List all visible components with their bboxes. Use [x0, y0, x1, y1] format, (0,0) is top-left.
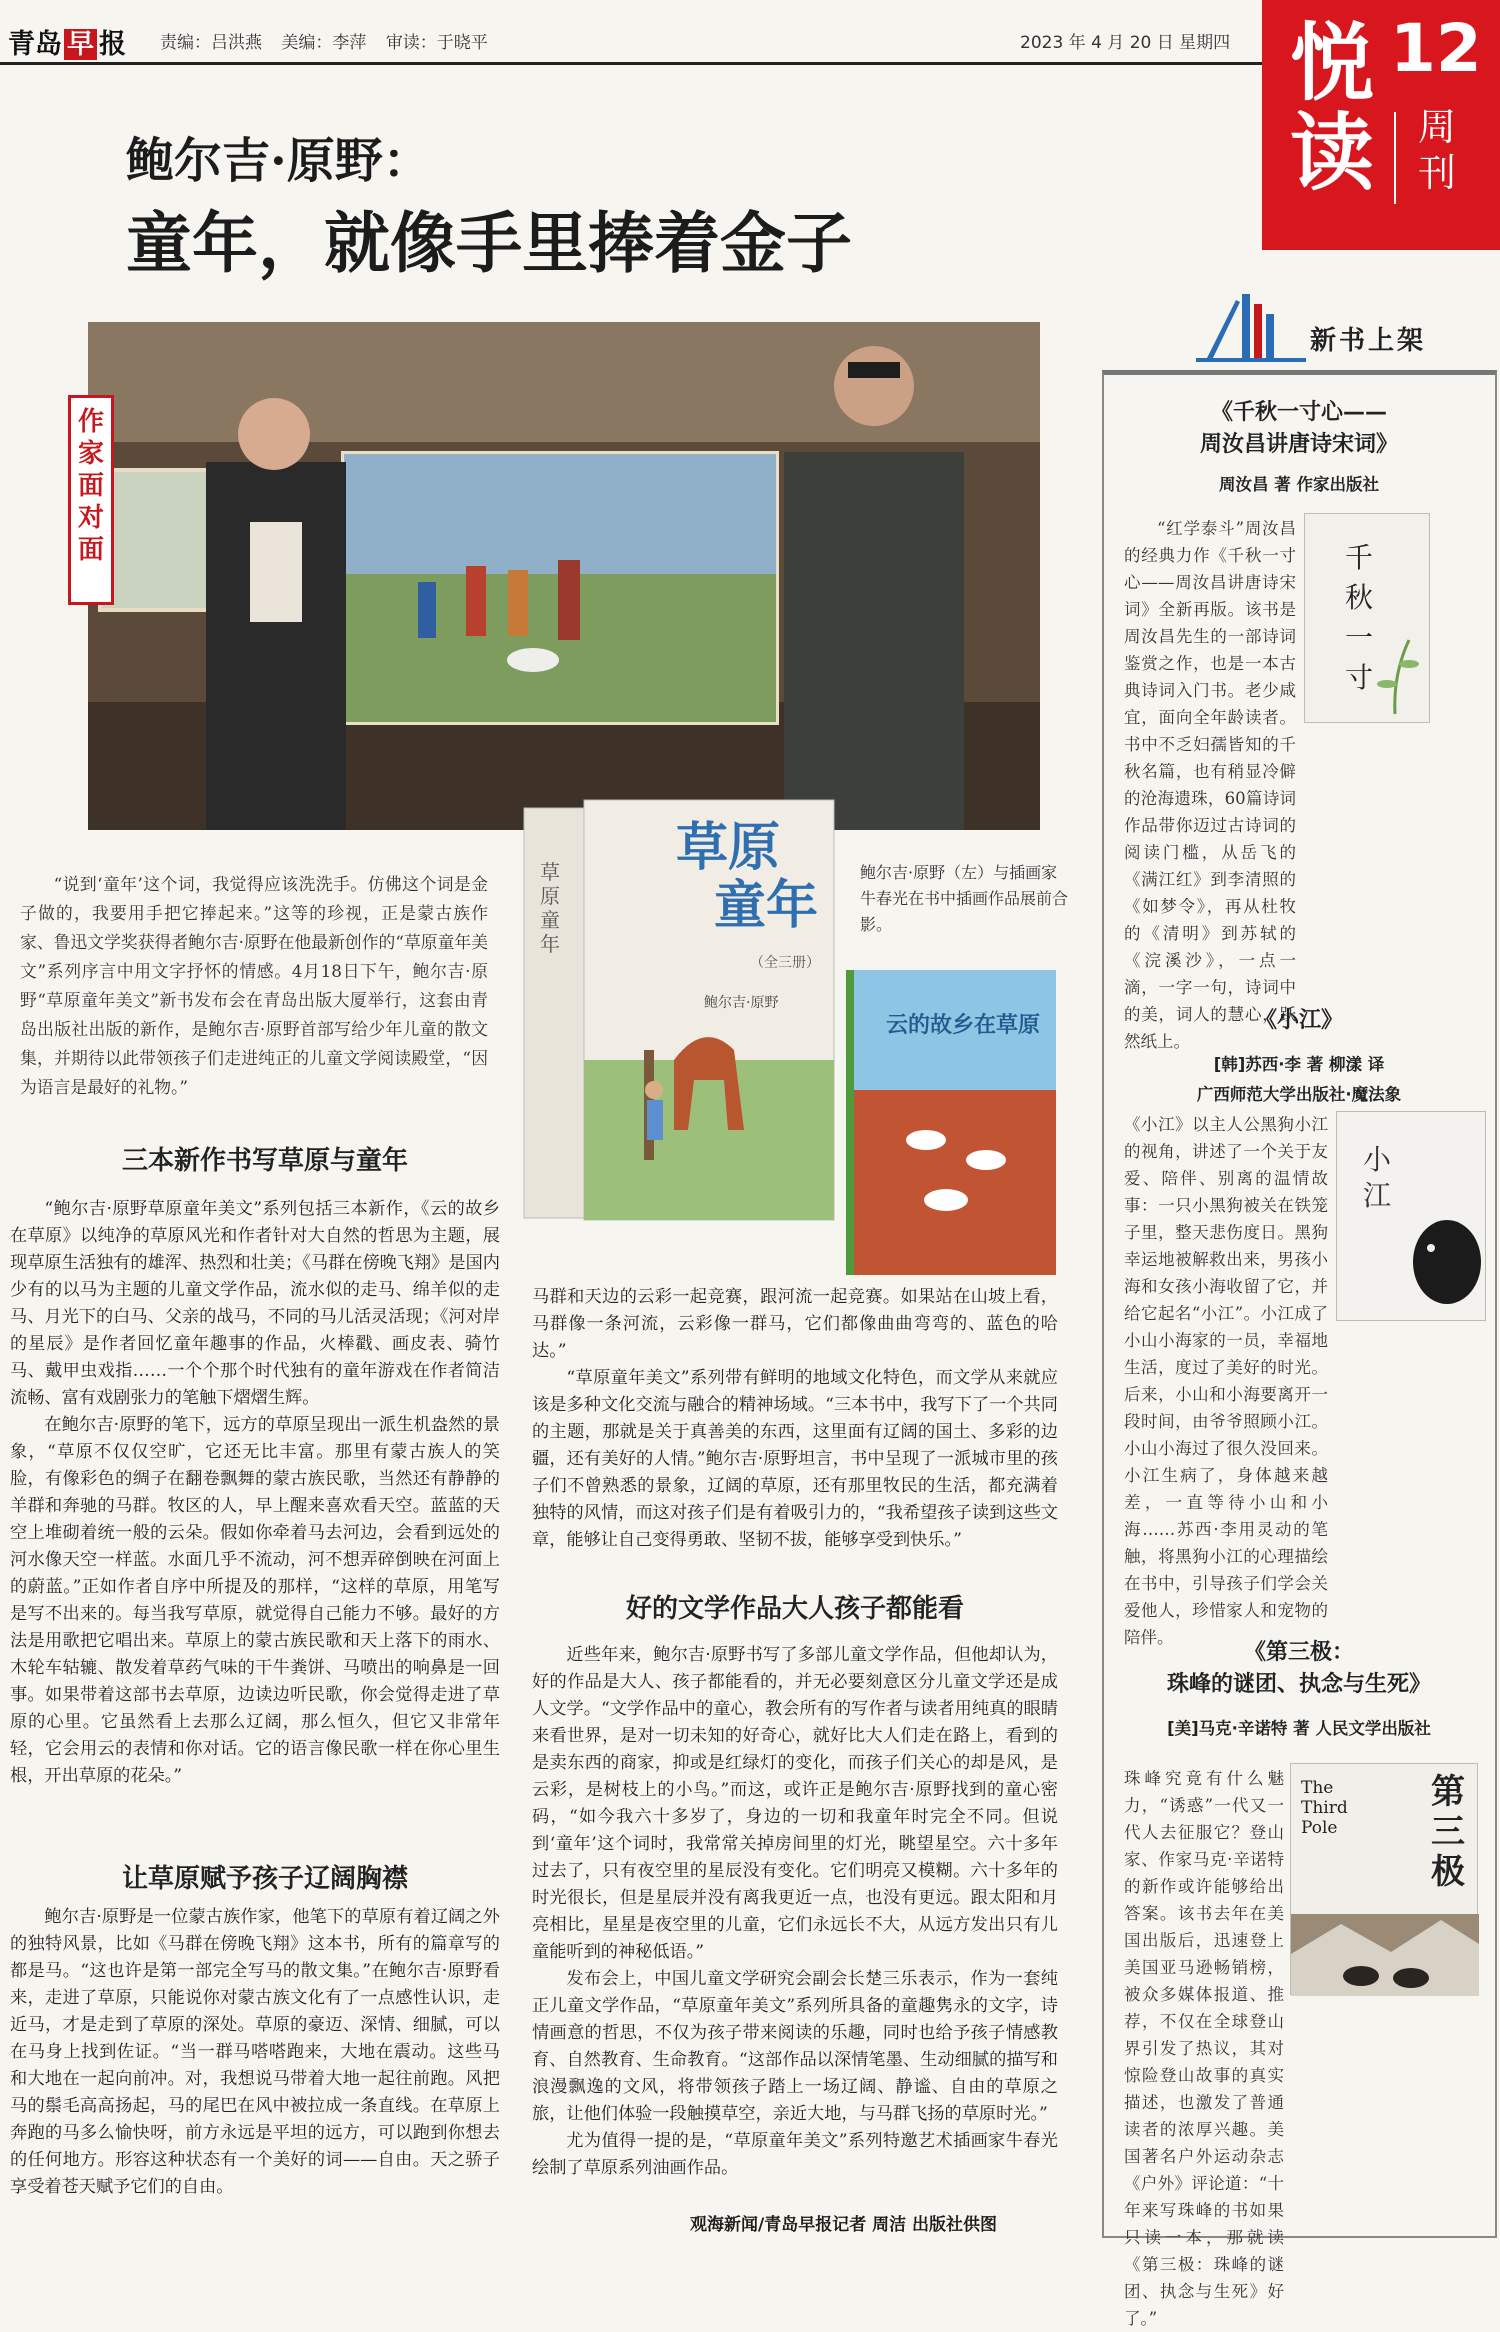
- book1-meta: 周汝昌 著 作家出版社: [1219, 475, 1379, 494]
- book-cover-yun: [846, 970, 1056, 1275]
- section1-body: [10, 1196, 500, 1790]
- book3-cover-en: [1301, 1778, 1348, 1838]
- book2-cover-title: 小江: [1363, 1143, 1392, 1212]
- article-title-line1: 鲍尔吉·原野：: [126, 133, 431, 189]
- cover-en-word: The: [1301, 1778, 1334, 1798]
- article-byline: 观海新闻/青岛早报记者 周洁 出版社供图: [690, 2215, 998, 2235]
- book3-cover-title: 第三极: [1431, 1772, 1465, 1892]
- paragraph: 在鲍尔吉·原野的笔下，远方的草原呈现出一派生机盎然的景象，“草原不仅仅空旷，它还无比丰富。那里有蒙古族人的笑脸，有像彩色的绸子在翻卷飘舞的蒙古族民歌，当然还有静静的羊群和奔驰的马群。牧区的人，早上醒来喜欢看天空。蓝蓝的天空上堆砌着统一般的云朵。假如你牵着马去河边，会看到远处的河水像天空一样蓝。水面几乎不流动，河不想弄碎倒映在河面上的蔚蓝。”正如作者自序中所提及的那样，“这样的草原，用笔写是写不出来的。每当我写草原，就觉得自己能力不够。最好的方法是用歌把它唱出来。草原上的蒙古族民歌和天上落下的雨水、木轮车轱辘、散发着草药气味的干牛粪饼、马喷出的响鼻是一回事。如果带着这部书去草原，边读边听民歌，你会觉得走进了草原的心里。它虽然看上去那么辽阔，那么恒久，但它又非常年轻，它会用云的表情和你对话。它的语言像民歌一样在你心里生根，开出草原的花朵。”: [10, 1415, 500, 1786]
- section2-body: [10, 1904, 500, 2201]
- book-title-line1: 草原: [676, 817, 781, 878]
- paragraph: 马群和天边的云彩一起竞赛，跟河流一起竞赛。如果站在山坡上看，马群像一条河流，云彩像一群马，它们都像曲曲弯弯的、蓝色的哈达。”: [532, 1287, 1058, 1361]
- cover-en-word: Third: [1301, 1798, 1348, 1818]
- book3-cover: [1290, 1763, 1478, 1995]
- article-intro: “说到‘童年’这个词，我觉得应该洗洗手。仿佛这个词是金子做的，我要用手把它捧起来。”这等的珍视，正是蒙古族作家、鲁迅文学奖获得者鲍尔吉·原野在他最新创作的“草原童年美文”系列序言中用文字抒怀的情感。4月18日下午，鲍尔吉·原野“草原童年美文”新书发布会在青岛出版大厦举行，这套由青岛出版社出版的新作，是鲍尔吉·原野首部写给少年儿童的散文集，并期待以此带领孩子们走进纯正的儿童文学阅读殿堂，“因为语言是最好的礼物。”: [20, 874, 488, 1097]
- editorial-credits: [160, 28, 502, 53]
- paragraph: 鲍尔吉·原野是一位蒙古族作家，他笔下的草原有着辽阔之外的独特风景，比如《马群在傍晚飞翔》这本书，所有的篇章写的都是马。“这也许是第一部完全写马的散文集。”在鲍尔吉·原野看来，走进了草原，只能说你对蒙古族文化有了一点感性认识，走近马，才是走到了草原的深处。草原的豪迈、深情、细腻，可以在马身上找到佐证。“当一群马嗒嗒跑来，大地在震动。这些马和大地在一起向前冲。对，我想说马带着大地一起往前跑。风把马的鬃毛高高扬起，马的尾巴在风中被拉成一条直线。在草原上奔跑的马多么愉快呀，前方永远是平坦的远方，可以跑到你想去的任何地方。形容这种状态有一个美好的词——自由。天之骄子享受着苍天赋予它们的自由。: [10, 1907, 500, 2197]
- book2-cover: [1336, 1111, 1486, 1321]
- section-banner: [1262, 0, 1500, 250]
- reviewer-credit: 审读：于晓平: [385, 33, 488, 53]
- paragraph: 尤为值得一提的是，“草原童年美文”系列特邀艺术插画家牛春光绘制了草原系列油画作品。: [532, 2131, 1058, 2178]
- book1-text: “红学泰斗”周汝昌的经典力作《千秋一寸心——周汝昌讲唐诗宋词》全新再版。该书是周汝昌先生的一部诗词鉴赏之作，也是一本古典诗词入门书。老少咸宜，面向全年龄读者。书中不乏妇孺皆知的千秋名篇，也有稍显冷僻的沧海遗珠，60篇诗词作品带你迈过古诗词的阅读门槛，从岳飞的《满江红》到李清照的《如梦令》，再从杜牧的《清明》到苏轼的《浣溪沙》，一点一滴，一字一句，诗词中的美，词人的慧心，跃然纸上。: [1124, 519, 1296, 1051]
- designer-credit: 美编：李萍: [281, 33, 367, 53]
- paragraph: “草原童年美文”系列带有鲜明的地域文化特色，而文学从来就应该是多种文化交流与融合的精神场域。“三本书中，我写下了一个共同的主题，那就是关于真善美的东西，这里面有辽阔的国土、多彩的边疆，还有美好的人情。”鲍尔吉·原野坦言，书中呈现了一派城市里的孩子们不曾熟悉的景象，辽阔的草原，还有那里牧民的生活，都充满着独特的风情，而这对孩子们是有着吸引力的，“我希望孩子读到这些文章，能够让自己变得勇敢、坚韧不拔，能够享受到快乐。”: [532, 1368, 1058, 1550]
- new-books-heading: 新书上架: [1310, 326, 1427, 356]
- new-books-logo-icon: [1196, 290, 1306, 362]
- book-spine-title: 草原童年: [540, 860, 560, 956]
- book3-text: 珠峰究竟有什么魅力，“诱惑”一代又一代人去征服它？登山家、作家马克·辛诺特的新作或许能够给出答案。该书去年在美国出版后，迅速登上美国亚马逊畅销榜，被众多媒体报道、推荐，不仅在全球登山界引发了热议，其对惊险登山故事的真实描述，也激发了普通读者的浓厚兴趣。美国著名户外运动杂志《户外》评论道：“十年来写珠峰的书如果只读一本，那就读《第三极：珠峰的谜团、执念与生死》好了。”: [1124, 1769, 1284, 2328]
- event-photo: [88, 322, 1040, 830]
- section-subtitle: 周刊: [1418, 105, 1457, 195]
- book3-meta: [美]马克·辛诺特 著 人民文学出版社: [1167, 1719, 1431, 1738]
- book-author: 鲍尔吉·原野: [704, 995, 779, 1011]
- paragraph: 近些年来，鲍尔吉·原野书写了多部儿童文学作品，但他却认为，好的作品是大人、孩子都能看的，并无必要刻意区分儿童文学还是成人文学。“文学作品中的童心，教会所有的写作者与读者用纯真的眼睛来看世界，是对一切未知的好奇心，就好比大人们走在路上，看到的是卖东西的商家，抑或是红绿灯的变化，而孩子们关心的却是风，是云彩，是树枝上的小鸟。”而这，或许正是鲍尔吉·原野找到的童心密码，“如今我六十多岁了，身边的一切和我童年时完全不同。但说到‘童年’这个词时，我常常关掉房间里的灯光，眺望星空。六十多年过去了，只有夜空里的星辰没有变化。它们明亮又模糊。六十多年的时光很长，但是星辰并没有离我更近一点，也没有更远。跟太阳和月亮相比，星星是夜空里的儿童，它们永远长不大，从远方发出只有儿童能听到的神秘低语。”: [532, 1645, 1058, 1962]
- cover-en-word: Pole: [1301, 1818, 1338, 1838]
- book3-title-line1: 《第三极：: [1243, 1640, 1354, 1665]
- issue-date: 2023 年 4 月 20 日 星期四: [1020, 33, 1231, 53]
- book1-title-line2: 周汝昌讲唐诗宋词》: [1199, 432, 1398, 457]
- subheading-3: 好的文学作品大人孩子都能看: [625, 1594, 964, 1624]
- subheading-2: 让草原赋予孩子辽阔胸襟: [121, 1864, 408, 1894]
- photo-caption: 鲍尔吉·原野（左）与插画家牛春光在书中插画作品展前合影。: [860, 863, 1069, 934]
- subheading-1: 三本新作书写草原与童年: [121, 1146, 408, 1176]
- book1-text-continued: [1124, 731, 1478, 976]
- book2-title: 《小江》: [1254, 1008, 1343, 1033]
- book1-text-overflow: [1124, 515, 1478, 731]
- book2-text: 《小江》以主人公黑狗小江的视角，讲述了一个关于友爱、陪伴、别离的温情故事：一只小黑狗被关在铁笼子里，整天悲伤度日。黑狗幸运地被解救出来，男孩小海和女孩小海收留了它，并给它起名“小江”。小江成了小山小海家的一员，幸福地生活，度过了美好的时光。后来，小山和小海要离开一段时间，由爷爷照顾小江。小山小海过了很久没回来。小江生病了，身体越来越差，一直等待小山和小海……苏西·李用灵动的笔触，将黑狗小江的心理描绘在书中，引导孩子们学会关爱他人，珍惜家人和宠物的陪伴。: [1124, 1115, 1328, 1647]
- article-title-line2: 童年，就像手里捧着金子: [126, 204, 852, 282]
- second-book-title: 云的故乡在草原: [886, 1012, 1041, 1038]
- book2-meta2: 广西师范大学出版社·魔法象: [1196, 1085, 1402, 1104]
- page-number: 12: [1390, 10, 1482, 87]
- paragraph: “鲍尔吉·原野草原童年美文”系列包括三本新作，《云的故乡在草原》以纯净的草原风光和作者针对大自然的哲思为主题，展现草原生活独有的雄浑、热烈和壮美；《马群在傍晚飞翔》是国内少有的以马为主题的儿童文学作品，流水似的走马、绵羊似的走马、月光下的白马、父亲的战马，不同的马儿活灵活现；《河对岸的星辰》是作者回忆童年趣事的作品，火棒戳、画皮表、骑竹马、戴甲虫戏指……一个个那个时代独有的童年游戏在作者简洁流畅、富有戏剧张力的笔触下熠熠生辉。: [10, 1199, 500, 1408]
- column-tag: 作家面对面: [68, 395, 114, 605]
- new-books-sidebar: [1102, 370, 1497, 2328]
- header-rule: [0, 62, 1262, 65]
- editor-credit: 责编：吕洪燕: [160, 33, 262, 53]
- book2-meta1: [韩]苏西·李 著 柳漾 译: [1213, 1055, 1385, 1074]
- section2-continued: [532, 1284, 1058, 1554]
- book1-title-line1: 《千秋一寸心——: [1210, 400, 1387, 425]
- book-set-label: （全三册）: [750, 955, 820, 971]
- paragraph: 发布会上，中国儿童文学研究会副会长楚三乐表示，作为一套纯正儿童文学作品，“草原童年美文”系列所具备的童趣隽永的文字，诗情画意的哲思，不仅为孩子带来阅读的乐趣，同时也给予孩子情感教育、自然教育、生命教育。“这部作品以深情笔墨、生动细腻的描写和浪漫飘逸的文风，将带领孩子踏上一场辽阔、静谧、自由的草原之旅，让他们体验一段触摸草空，亲近大地，与马群飞扬的草原时光。”: [532, 1969, 1058, 2124]
- book3-title-line2: 珠峰的谜团、执念与生死》: [1166, 1672, 1431, 1697]
- book-set-cover: [524, 800, 834, 1230]
- section-name: 悦读: [1290, 14, 1375, 202]
- section3-body: [532, 1642, 1058, 2182]
- book-title-line2: 童年: [714, 875, 819, 936]
- newspaper-masthead: 青岛 早 报: [8, 29, 126, 60]
- banner-divider: [1394, 112, 1396, 204]
- book1-cover-title: 千秋一寸: [1345, 541, 1374, 694]
